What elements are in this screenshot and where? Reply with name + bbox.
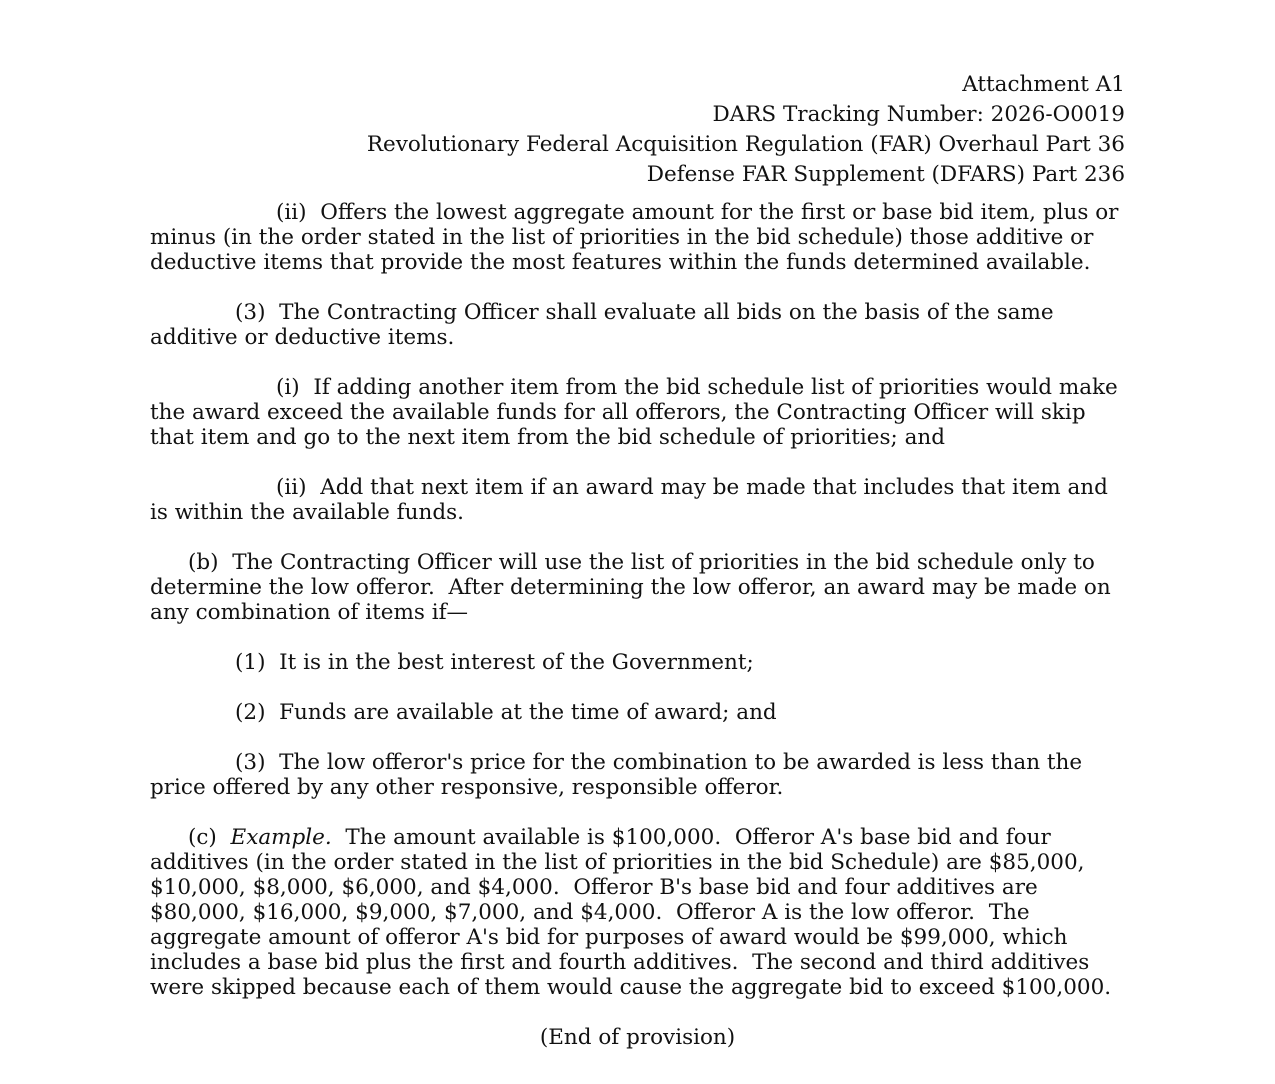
paragraph-c-prefix: (c): [188, 825, 231, 850]
header-attachment: Attachment A1: [962, 72, 1125, 97]
header-dfars-part: Defense FAR Supplement (DFARS) Part 236: [646, 162, 1125, 187]
paragraph-a2-ii: (ii) Offers the lowest aggregate amount for the first or base bid item, plus or minus (in the order stated in the list of priorities in the bid schedule) those additive or deductive items that provide the most features within the funds determined available.: [150, 200, 1126, 275]
example-label: Example.: [230, 825, 332, 850]
paragraph-b2: (2) Funds are available at the time of award; and: [235, 700, 777, 725]
end-of-provision: (End of provision): [539, 1025, 736, 1050]
header-tracking-number: DARS Tracking Number: 2026-O0019: [712, 102, 1125, 127]
paragraph-c-body: The amount available is $100,000. Offeror A's base bid and four additives (in the order stated in the list of priorities in the bid Schedule) are $85,000, $10,000, $8,000, $6,000, and $4,000. Offeror B's base bid and four additives are $80,000, $16,000, $9,000, $7,000, and $4,000. Offeror A is the low offeror. The aggregate amount of offeror A's bid for purposes of award would be $99,000, which includes a base bid plus the first and fourth additives. The second and third additives were skipped because each of them would cause the aggregate bid to exceed $100,000.: [150, 825, 1112, 1000]
paragraph-a3-ii: (ii) Add that next item if an award may be made that includes that item and is within the available funds.: [150, 475, 1115, 525]
paragraph-b1: (1) It is in the best interest of the Government;: [235, 650, 754, 675]
document-page: [150, 70, 1125, 1050]
paragraph-a3: (3) The Contracting Officer shall evaluate all bids on the basis of the same additive or deductive items.: [150, 300, 1061, 350]
document-header: [150, 70, 1125, 190]
paragraph-a3-i: (i) If adding another item from the bid schedule list of priorities would make the award exceed the available funds for all offerors, the Contracting Officer will skip that item and go to the next item from the bid schedule of priorities; and: [150, 375, 1125, 450]
header-far-part: Revolutionary Federal Acquisition Regulation (FAR) Overhaul Part 36: [366, 132, 1125, 157]
paragraph-c: [150, 825, 1125, 1000]
paragraph-b3: (3) The low offeror's price for the combination to be awarded is less than the price offered by any other responsive, responsible offeror.: [150, 750, 1089, 800]
paragraph-b: (b) The Contracting Officer will use the list of priorities in the bid schedule only to determine the low offeror. After determining the low offeror, an award may be made on any combination of items if—: [150, 550, 1118, 625]
